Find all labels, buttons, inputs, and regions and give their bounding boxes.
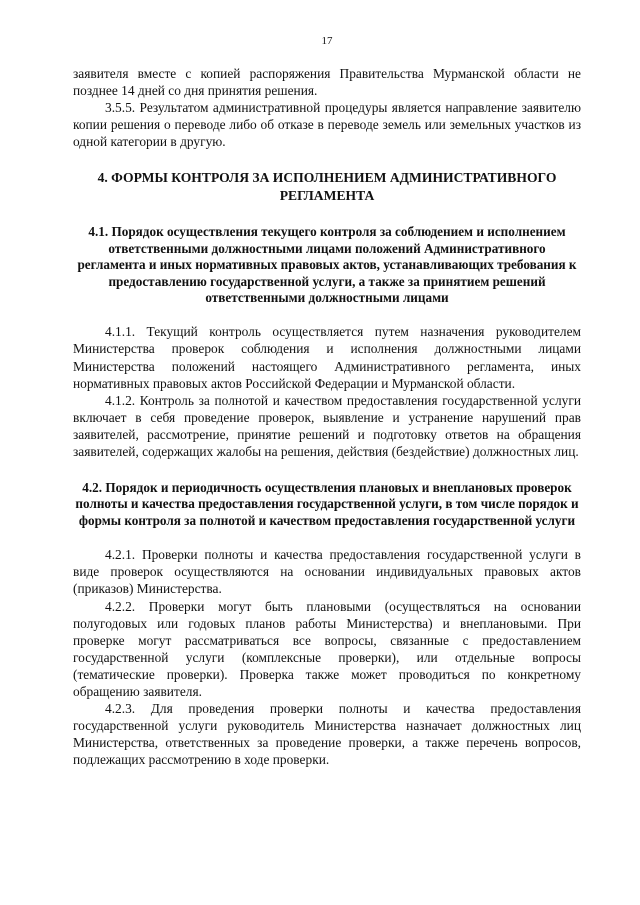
page-number: 17	[321, 35, 333, 47]
subsection-4-1-title: 4.1. Порядок осуществления текущего контроля за соблюдением и исполнением ответственными должностными лицами положений Административного регламента и иных нормативных правовых актов, устанавливающих требования к предоставлению государственной услуги, а также за принятием решений ответственными должностными лицами	[77, 224, 577, 305]
paragraph-continuation: заявителя вместе с копией распоряжения Правительства Мурманской области не позднее 14 дней со дня принятия решения.	[73, 66, 581, 99]
paragraph-4-2-3: 4.2.3. Для проведения проверки полноты и качества предоставления государственной услуги руководитель Министерства назначает должностных лиц Министерства, ответственных за проведение проверки, а также перечень вопросов, подлежащих рассмотрению в ходе проверки.	[73, 701, 581, 768]
paragraph-4-2-1: 4.2.1. Проверки полноты и качества предоставления государственной услуги в виде проверок осуществляются на основании индивидуальных правовых актов (приказов) Министерства.	[73, 547, 581, 597]
paragraph-4-1-2: 4.1.2. Контроль за полнотой и качеством предоставления государственной услуги включает в себя проведение проверок, выявление и устранение нарушений прав заявителей, рассмотрение, принятие решений и подготовку ответов на обращения заявителей, содержащих жалобы на решения, действия (бездействие) должностных лиц.	[73, 392, 581, 459]
paragraph-4-1-1: 4.1.1. Текущий контроль осуществляется путем назначения руководителем Министерства проверок соблюдения и исполнения должностными лицами Министерства положений настоящего Административного регламента, иных нормативных правовых актов Российской Федерации и Мурманской области.	[73, 324, 581, 391]
subsection-4-2-title: 4.2. Порядок и периодичность осуществления плановых и внеплановых проверок полноты и качества предоставления государственной услуги, в том числе порядок и формы контроля за полнотой и качеством предоставления государственной услуги	[75, 480, 579, 528]
paragraph-4-2-2: 4.2.2. Проверки могут быть плановыми (осуществляться на основании полугодовых или годовых планов работы Министерства) и внеплановыми. При проверке могут рассматриваться все вопросы, связанные с предоставлением государственной услуги (комплексные проверки), или отдельные вопросы (тематические проверки). Проверка также может проводиться по конкретному обращению заявителя.	[73, 598, 581, 700]
section-4-title: 4. ФОРМЫ КОНТРОЛЯ ЗА ИСПОЛНЕНИЕМ АДМИНИСТРАТИВНОГО РЕГЛАМЕНТА	[97, 170, 557, 203]
paragraph-3-5-5: 3.5.5. Результатом административной процедуры является направление заявителю копии решения о переводе либо об отказе в переводе земель или земельных участков из одной категории в другую.	[73, 100, 581, 150]
